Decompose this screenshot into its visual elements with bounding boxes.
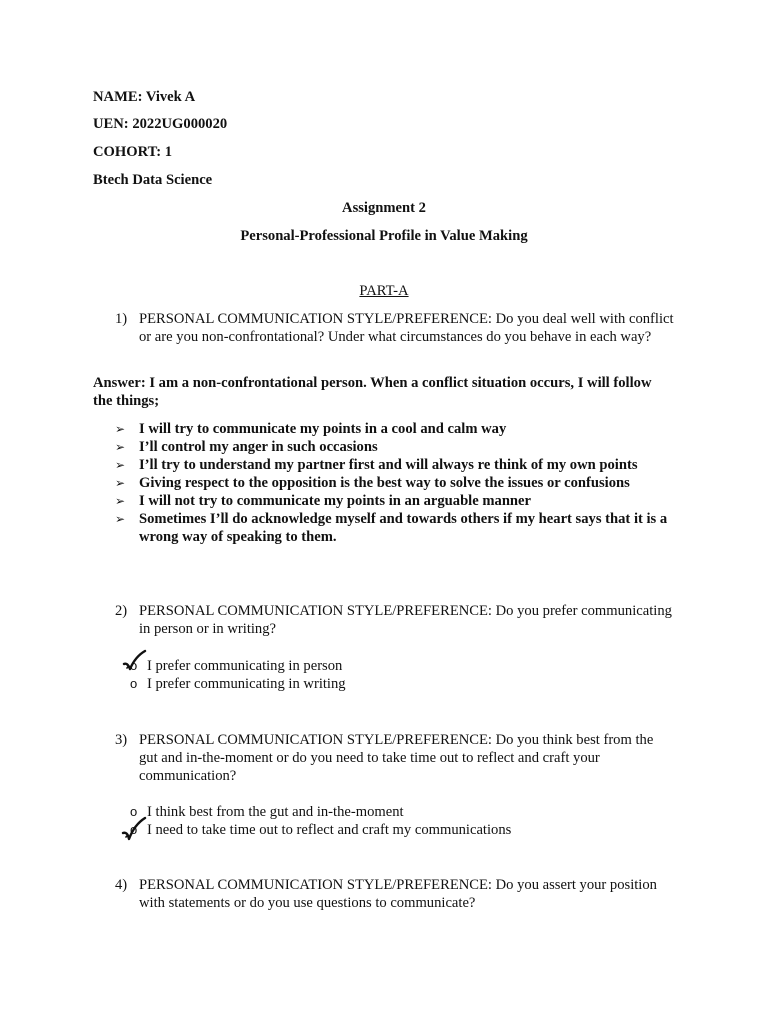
arrow-bullet-icon: ➢ [115,476,126,490]
part-heading: PART-A [359,283,409,299]
answer-1: Answer: I am a non-confrontational person. When a conflict situation occurs, I will follow the things; [93,375,652,409]
option-label: I think best from the gut and in-the-moment [147,804,404,820]
answer-1-bullet-list [115,420,675,546]
option-label: I prefer communicating in person [147,658,343,674]
arrow-bullet-icon: ➢ [115,458,126,472]
circle-bullet-icon: o [130,676,138,691]
list-item: ➢ I’ll control my anger in such occasions [115,439,378,455]
question-text: PERSONAL COMMUNICATION STYLE/PREFERENCE: Do you deal well with conflict or are you non-confrontational? Under what circumstances do you behave in each way? [139,311,674,345]
circle-bullet-icon: o [130,804,138,819]
list-item: ➢ Sometimes I’ll do acknowledge myself and towards others if my heart says that it is a wrong way of speaking to them. [115,511,668,545]
question-4 [115,876,675,912]
question-number: 3) [115,732,128,748]
circle-bullet-icon: o [130,822,138,837]
handwritten-checkmark-icon [121,649,149,677]
option-in-person [130,657,342,675]
question-number: 2) [115,603,128,619]
list-item: ➢ I will not try to communicate my points in an arguable manner [115,493,532,509]
question-text: PERSONAL COMMUNICATION STYLE/PREFERENCE: Do you think best from the gut and in-the-moment or do you need to take time out to reflect and craft your communication? [139,732,654,784]
option-label: I prefer communicating in writing [147,676,346,692]
arrow-bullet-icon: ➢ [115,494,126,508]
list-item: ➢ I’ll try to understand my partner first and will always re think of my own points [115,457,638,473]
circle-bullet-icon: o [130,658,138,673]
option-in-writing [130,675,346,693]
option-reflect [130,821,511,839]
student-cohort: COHORT: 1 [93,144,173,160]
question-1 [115,310,675,346]
question-3 [115,731,675,785]
arrow-bullet-icon: ➢ [115,422,126,436]
question-number: 1) [115,311,128,327]
student-name: NAME: Vivek A [93,89,196,105]
assignment-title: Assignment 2 [342,200,426,216]
option-label: I need to take time out to reflect and craft my communications [147,822,512,838]
student-uen: UEN: 2022UG000020 [93,116,228,132]
arrow-bullet-icon: ➢ [115,440,126,454]
option-gut [130,803,404,821]
question-text: PERSONAL COMMUNICATION STYLE/PREFERENCE: Do you assert your position with statements or do you use questions to communicate? [139,877,657,911]
list-item: ➢ I will try to communicate my points in a cool and calm way [115,421,507,437]
question-2 [115,602,675,638]
question-text: PERSONAL COMMUNICATION STYLE/PREFERENCE: Do you prefer communicating in person or in writing? [139,603,672,637]
assignment-subtitle: Personal-Professional Profile in Value Making [240,228,528,244]
student-program: Btech Data Science [93,172,213,188]
handwritten-checkmark-icon [120,816,148,844]
arrow-bullet-icon: ➢ [115,512,126,526]
list-item: ➢ Giving respect to the opposition is the best way to solve the issues or confusions [115,475,630,491]
question-number: 4) [115,877,128,893]
